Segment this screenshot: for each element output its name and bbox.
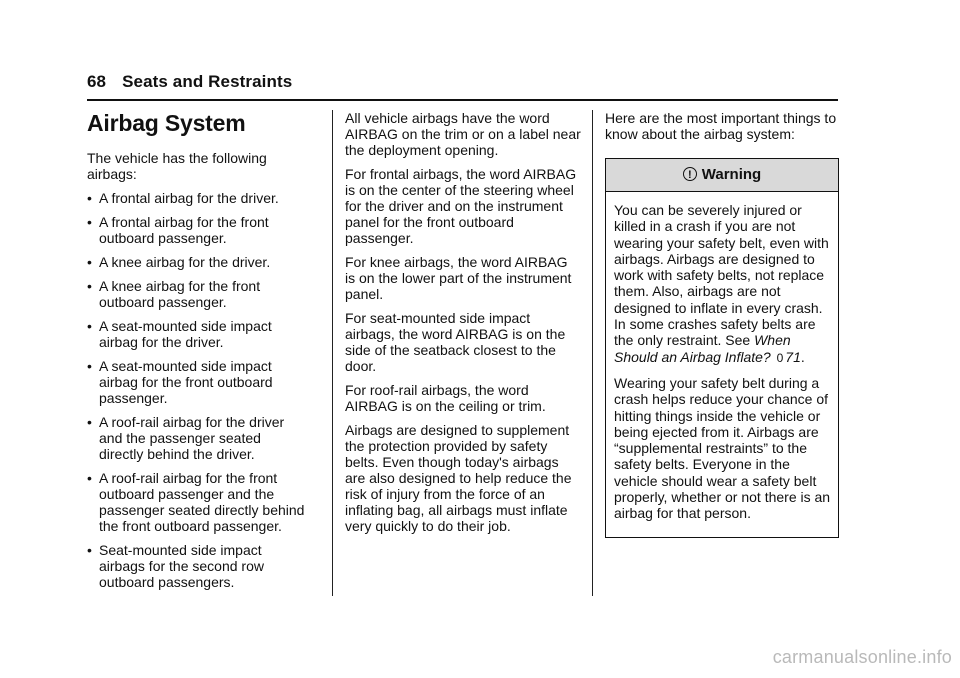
header-rule <box>87 99 838 101</box>
body-paragraph: For knee airbags, the word AIRBAG is on the lower part of the instrument panel. <box>345 254 572 302</box>
bullet-icon: • <box>87 190 92 206</box>
column-3 <box>605 110 839 538</box>
bullet-icon: • <box>87 318 92 334</box>
body-paragraph: For roof-rail airbags, the word AIRBAG is on the ceiling or trim. <box>345 382 546 414</box>
list-item: • A seat-mounted side impact airbag for the front outboard passenger. <box>87 358 273 406</box>
section-heading: Airbag System <box>87 110 246 136</box>
warning-paragraph: Wearing your safety belt during a crash helps reduce your chance of hitting things inside the vehicle or being ejected from it. Airbags are “supplemental restraints” to the safety belts. Everyone in the vehicle should wear a safety belt properly, whether or not there is an airbag for that person. <box>614 374 831 522</box>
list-item: • A seat-mounted side impact airbag for the driver. <box>87 318 272 350</box>
list-item: • A roof-rail airbag for the front outboard passenger and the passenger seated directly behind the front outboard passenger. <box>87 470 305 534</box>
bullet-icon: • <box>87 214 92 230</box>
body-paragraph: For seat-mounted side impact airbags, the word AIRBAG is on the side of the seatback closest to the door. <box>345 310 566 374</box>
page-number: 68 <box>87 72 107 91</box>
bullet-icon: • <box>87 278 92 294</box>
warning-box <box>605 158 839 538</box>
column-divider-1 <box>332 110 333 596</box>
warning-paragraph: You can be severely injured or killed in a crash if you are not wearing your safety belt, even with airbags. Airbags are designed to work with safety belts, not replace them. Also, airbags are not designed to inflate in every crash. In some crashes safety belts are the only restraint. See When Should an Airbag Inflate? 0 71. <box>614 202 829 365</box>
list-item: • A frontal airbag for the driver. <box>87 190 279 206</box>
warning-title: Warning <box>701 166 762 183</box>
body-paragraph: All vehicle airbags have the word AIRBAG on the trim or on a label near the deployment opening. <box>345 110 581 158</box>
bullet-icon: • <box>87 542 92 558</box>
bullet-icon: • <box>87 358 92 374</box>
page-header <box>87 72 292 92</box>
warning-header <box>606 159 838 192</box>
list-item: • A knee airbag for the front outboard passenger. <box>87 278 261 310</box>
page-reference-icon: 0 <box>776 350 784 365</box>
section-title-header: Seats and Restraints <box>122 72 293 91</box>
list-item: • Seat-mounted side impact airbags for the second row outboard passengers. <box>87 542 264 590</box>
intro-paragraph: Here are the most important things to know about the airbag system: <box>605 110 837 142</box>
body-paragraph: For frontal airbags, the word AIRBAG is on the center of the steering wheel for the driver and on the instrument panel for the front outboard passenger. <box>345 166 577 246</box>
bullet-icon: • <box>87 414 92 430</box>
watermark: carmanualsonline.info <box>772 647 952 667</box>
list-item: • A roof-rail airbag for the driver and the passenger seated directly behind the driver. <box>87 414 285 462</box>
bullet-icon: • <box>87 254 92 270</box>
warning-body <box>606 192 838 537</box>
cross-reference-link[interactable]: When Should an Airbag Inflate? <box>614 332 791 365</box>
warning-icon: ! <box>683 167 697 181</box>
list-item: • A frontal airbag for the front outboard passenger. <box>87 214 269 246</box>
reference-page-number[interactable]: 71 <box>785 348 801 365</box>
bullet-icon: • <box>87 470 92 486</box>
column-divider-2 <box>592 110 593 596</box>
list-item: • A knee airbag for the driver. <box>87 254 271 270</box>
body-paragraph: Airbags are designed to supplement the protection provided by safety belts. Even though today's airbags are also designed to help reduce the risk of injury from the force of an inflating bag, all airbags must inflate very quickly to do their job. <box>345 422 572 534</box>
column-1 <box>87 110 309 598</box>
column-2 <box>345 110 581 542</box>
intro-paragraph: The vehicle has the following airbags: <box>87 150 267 182</box>
airbag-list <box>87 190 309 590</box>
